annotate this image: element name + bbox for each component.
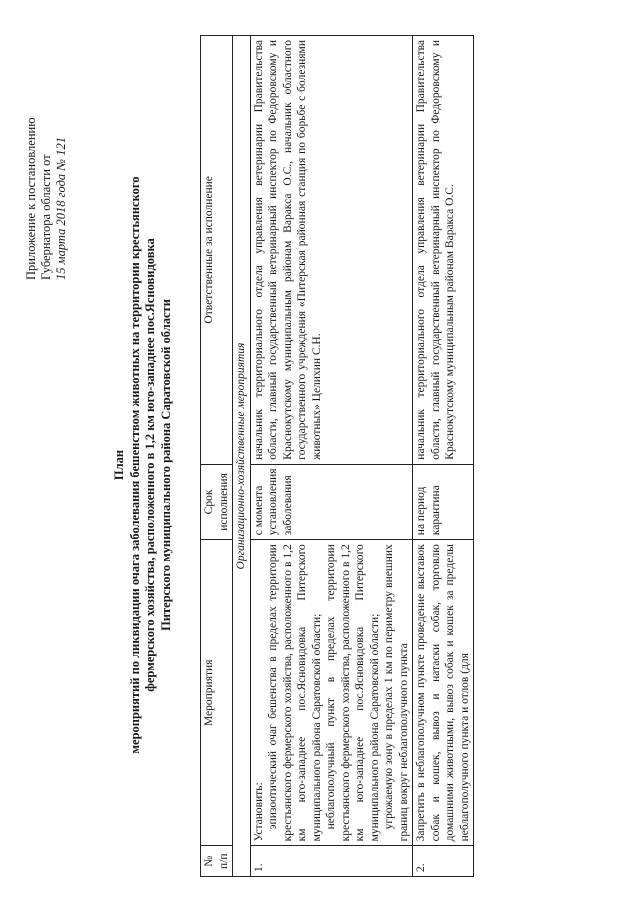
appendix-line-2: Губернатора области от bbox=[39, 154, 53, 280]
table-row bbox=[413, 36, 474, 877]
measures-paragraph: угрожаемую зону в пределах 1 км по периметру внешних границ вокруг неблагополучного пункта bbox=[383, 544, 410, 842]
appendix-line-1: Приложение к постановлению bbox=[24, 117, 38, 280]
appendix-note bbox=[24, 10, 69, 280]
title-word: План bbox=[112, 449, 126, 481]
row-num: 1. bbox=[250, 846, 413, 877]
header-num: № п/п bbox=[201, 846, 233, 877]
header-measures: Мероприятия bbox=[201, 540, 233, 846]
row-responsible: начальник территориального отдела управления ветеринарии Правительства области, главный государственный ветеринарный инспектор по Федоровскому и Краснокутскому муниципальным районам Варакса О.С. bbox=[413, 36, 474, 465]
header-term: Срок исполнения bbox=[201, 464, 233, 540]
title-line-3: Питерского муниципального района Саратовской области bbox=[158, 299, 173, 631]
appendix-line-3: 15 марта 2018 года № 121 bbox=[54, 137, 68, 280]
table-row bbox=[250, 36, 413, 877]
title-line-2: фермерского хозяйства, расположенного в 1,2 км юго-западнее пос.Ясновидовка bbox=[143, 238, 157, 692]
title-line-1: мероприятий по ликвидации очага заболевания бешенством животных на территории крестьянского bbox=[127, 176, 142, 754]
section-title: Организационно-хозяйственные мероприятия bbox=[233, 36, 251, 877]
measures-paragraph: неблагополучный пункт в пределах территории крестьянского фермерского хозяйства, расположенного в 1,2 км юго-западнее пос.Ясновидовка Питерского муниципального района Саратовской области; bbox=[325, 544, 381, 842]
row-num: 2. bbox=[413, 846, 474, 877]
row-responsible: начальник территориального отдела управления ветеринарии Правительства области, главный государственный ветеринарный инспектор по Федоровскому и Краснокутскому муниципальным районам Варакса О.С., начальник областного государственного учреждения «Питерская районная станция по борьбе с болезнями животных» Целихин С.Н. bbox=[250, 36, 413, 465]
section-row bbox=[233, 36, 251, 877]
row-term: с момента установления заболевания bbox=[250, 464, 413, 540]
document-title bbox=[112, 85, 174, 845]
measures-table bbox=[200, 35, 474, 877]
header-responsible: Ответственные за исполнение bbox=[201, 36, 233, 465]
measures-paragraph: эпизоотический очаг бешенства в пределах территории крестьянского фермерского хозяйства, расположенного в 1,2 км юго-западнее пос.Ясновидовка Питерского муниципального района Саратовской области; bbox=[267, 544, 323, 842]
row-measures bbox=[250, 540, 413, 846]
table-header-row bbox=[201, 36, 233, 877]
measures-lead: Установить: bbox=[252, 782, 265, 842]
row-measures: Запретить в неблагополучном пункте проведение выставок собак и кошек, вывоз и натаски собак, торговлю домашними животными, вывоз собак и кошек за пределы неблагополучного пункта и отлов (для bbox=[413, 540, 474, 846]
row-term: на период карантина bbox=[413, 464, 474, 540]
